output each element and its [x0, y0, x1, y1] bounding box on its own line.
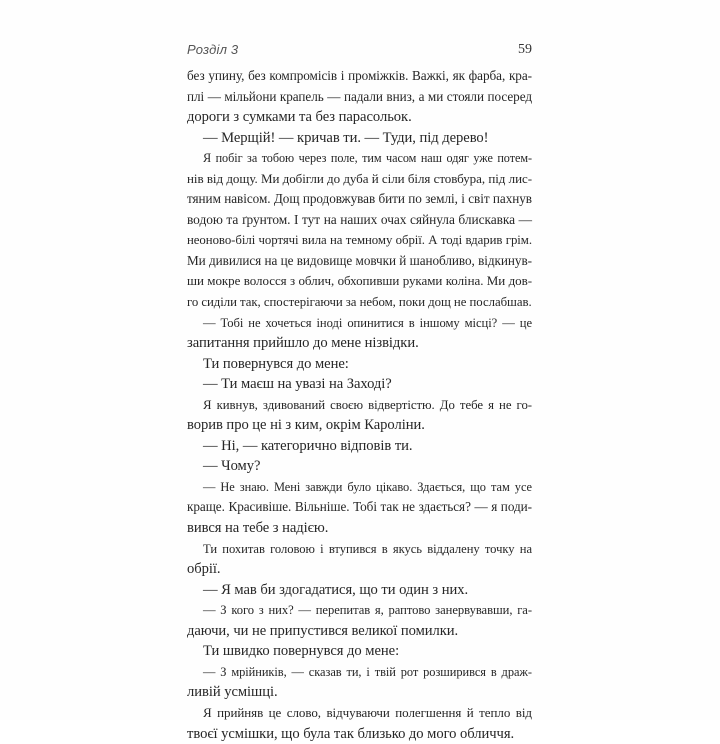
text-line: — З кого з них? — перепитав я, раптово занервувавши, га-	[187, 600, 532, 621]
text-line: даючи, чи не припустився великої помилки.	[187, 621, 532, 642]
text-line: запитання прийшло до мене нізвідки.	[187, 333, 532, 354]
text-line: обрії.	[187, 559, 532, 580]
text-line: плі — мільйони крапель — падали вниз, а ми стояли посеред	[187, 87, 532, 108]
text-line: — Я мав би здогадатися, що ти один з них.	[187, 580, 532, 601]
text-line: Ти похитав головою і втупився в якусь віддалену точку на	[187, 539, 532, 560]
text-line: неоново-білі чортячі вила на темному обрії. А тоді вдарив грім.	[187, 230, 532, 251]
text-line: — Ти маєш на увазі на Заході?	[187, 374, 532, 395]
text-line: без упину, без компромісів і проміжків. Важкі, як фарба, кра-	[187, 66, 532, 87]
text-line: — З мрійників, — сказав ти, і твій рот розширився в драж-	[187, 662, 532, 683]
page-number: 59	[518, 42, 532, 58]
text-line: нів від дощу. Ми добігли до дуба й сіли біля стовбура, під лис-	[187, 169, 532, 190]
text-line: го сиділи так, спостерігаючи за небом, поки дощ не послабшав.	[187, 292, 532, 313]
text-line: ливій усмішці.	[187, 682, 532, 703]
text-line: Ти повернувся до мене:	[187, 354, 532, 375]
text-line: твоєї усмішки, що була так близько до мого обличчя.	[187, 724, 532, 744]
text-line: Ти швидко повернувся до мене:	[187, 641, 532, 662]
running-header	[187, 40, 532, 60]
text-line: вився на тебе з надією.	[187, 518, 532, 539]
text-line: — Мерщій! — кричав ти. — Туди, під дерево!	[187, 128, 532, 149]
text-line: водою та ґрунтом. І тут на наших очах сяйнула блискавка —	[187, 210, 532, 231]
chapter-title: Розділ 3	[187, 42, 238, 57]
text-line: дороги з сумками та без парасольок.	[187, 107, 532, 128]
text-line: Я прийняв це слово, відчуваючи полегшення й тепло від	[187, 703, 532, 724]
text-line: — Ні, — категорично відповів ти.	[187, 436, 532, 457]
text-line: Ми дивилися на це видовище мовчки й шанобливо, відкинув-	[187, 251, 532, 272]
text-line: Я побіг за тобою через поле, тим часом наш одяг уже потем-	[187, 148, 532, 169]
text-line: — Не знаю. Мені завжди було цікаво. Здається, що там усе	[187, 477, 532, 498]
text-line: — Чому?	[187, 456, 532, 477]
text-line: ши мокре волосся з облич, обхопивши руками коліна. Ми дов-	[187, 271, 532, 292]
text-line: краще. Красивіше. Вільніше. Тобі так не здається? — я поди-	[187, 497, 532, 518]
body-text	[187, 66, 532, 744]
text-line: ворив про це ні з ким, окрім Кароліни.	[187, 415, 532, 436]
text-line: — Тобі не хочеться іноді опинитися в іншому місці? — це	[187, 313, 532, 334]
text-line: тяним навісом. Дощ продовжував бити по землі, і світ пахнув	[187, 189, 532, 210]
text-line: Я кивнув, здивований своєю відвертістю. До тебе я не го-	[187, 395, 532, 416]
